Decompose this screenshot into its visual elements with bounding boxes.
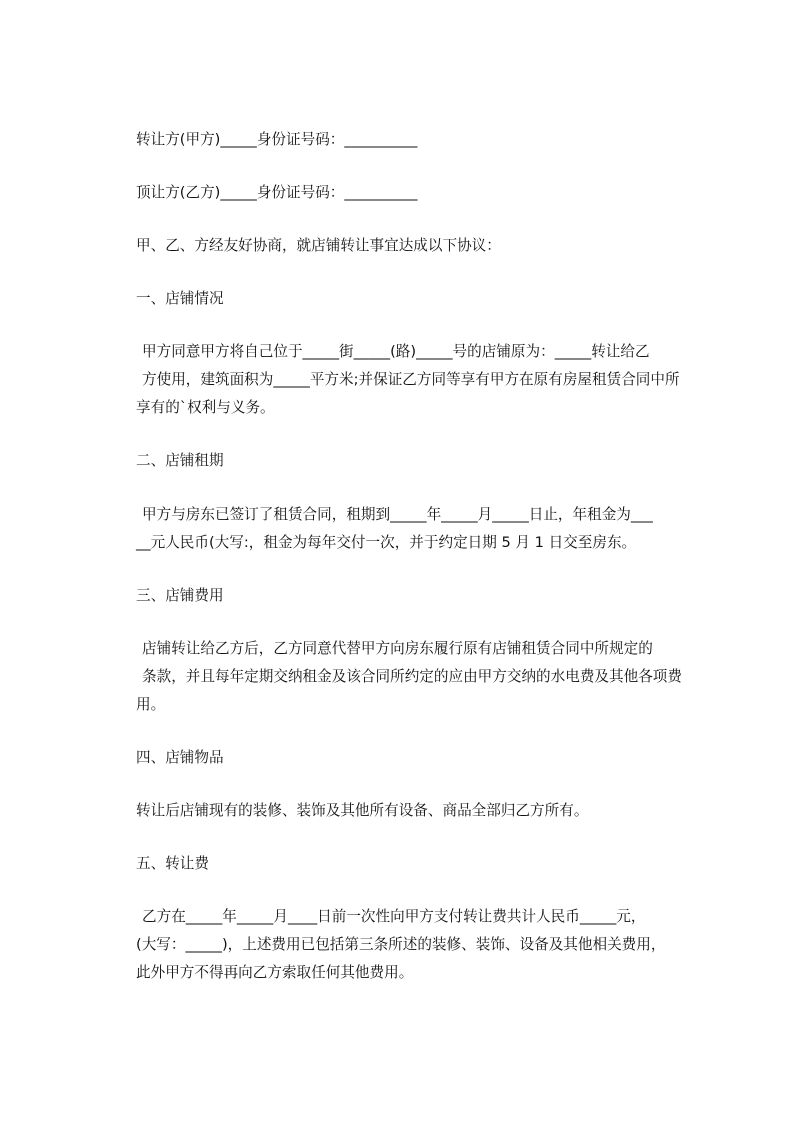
paragraph-line: 店铺转让给乙方后，乙方同意代替甲方向房东履行原有店铺租赁合同中所规定的 <box>142 640 653 657</box>
paragraph-line: (大写：_____)，上述费用已包括第三条所述的装修、装饰、设备及其他相关费用， <box>136 936 666 953</box>
section-title: 一、店铺情况 <box>136 290 224 307</box>
section-title: 三、店铺费用 <box>136 587 224 604</box>
paragraph-line: 用。 <box>136 696 166 713</box>
transferee-line: 顶让方(乙方)_____身份证号码：__________ <box>136 184 418 201</box>
transferor-line: 转让方(甲方)_____身份证号码：__________ <box>136 131 418 148</box>
paragraph-line: __元人民币(大写:，租金为每年交付一次，并于约定日期 5 月 1 日交至房东。 <box>136 534 637 551</box>
paragraph-line: 此外甲方不得再向乙方索取任何其他费用。 <box>136 964 414 981</box>
section-title: 四、店铺物品 <box>136 749 224 766</box>
section-title: 二、店铺租期 <box>136 452 224 469</box>
paragraph-line: 条款，并且每年定期交纳租金及该合同所约定的应由甲方交纳的水电费及其他各项费 <box>142 668 682 685</box>
paragraph-line: 乙方在_____年_____月____日前一次性向甲方支付转让费共计人民币_____元， <box>142 908 646 925</box>
paragraph-line: 享有的`权利与义务。 <box>136 399 275 416</box>
paragraph-line: 方使用，建筑面积为_____平方米;并保证乙方同等享有甲方在原有房屋租赁合同中所 <box>142 371 680 388</box>
paragraph-line: 转让后店铺现有的装修、装饰及其他所有设备、商品全部归乙方所有。 <box>136 802 589 819</box>
paragraph-line: 甲方与房东已签订了租赁合同，租期到_____年_____月_____日止，年租金为___ <box>142 506 653 523</box>
paragraph-line: 甲方同意甲方将自己位于_____街_____(路)_____号的店铺原为：_____转让给乙 <box>142 343 650 360</box>
section-title: 五、转让费 <box>136 855 209 872</box>
intro-line: 甲、乙、方经友好协商，就店铺转让事宜达成以下协议： <box>136 237 501 254</box>
